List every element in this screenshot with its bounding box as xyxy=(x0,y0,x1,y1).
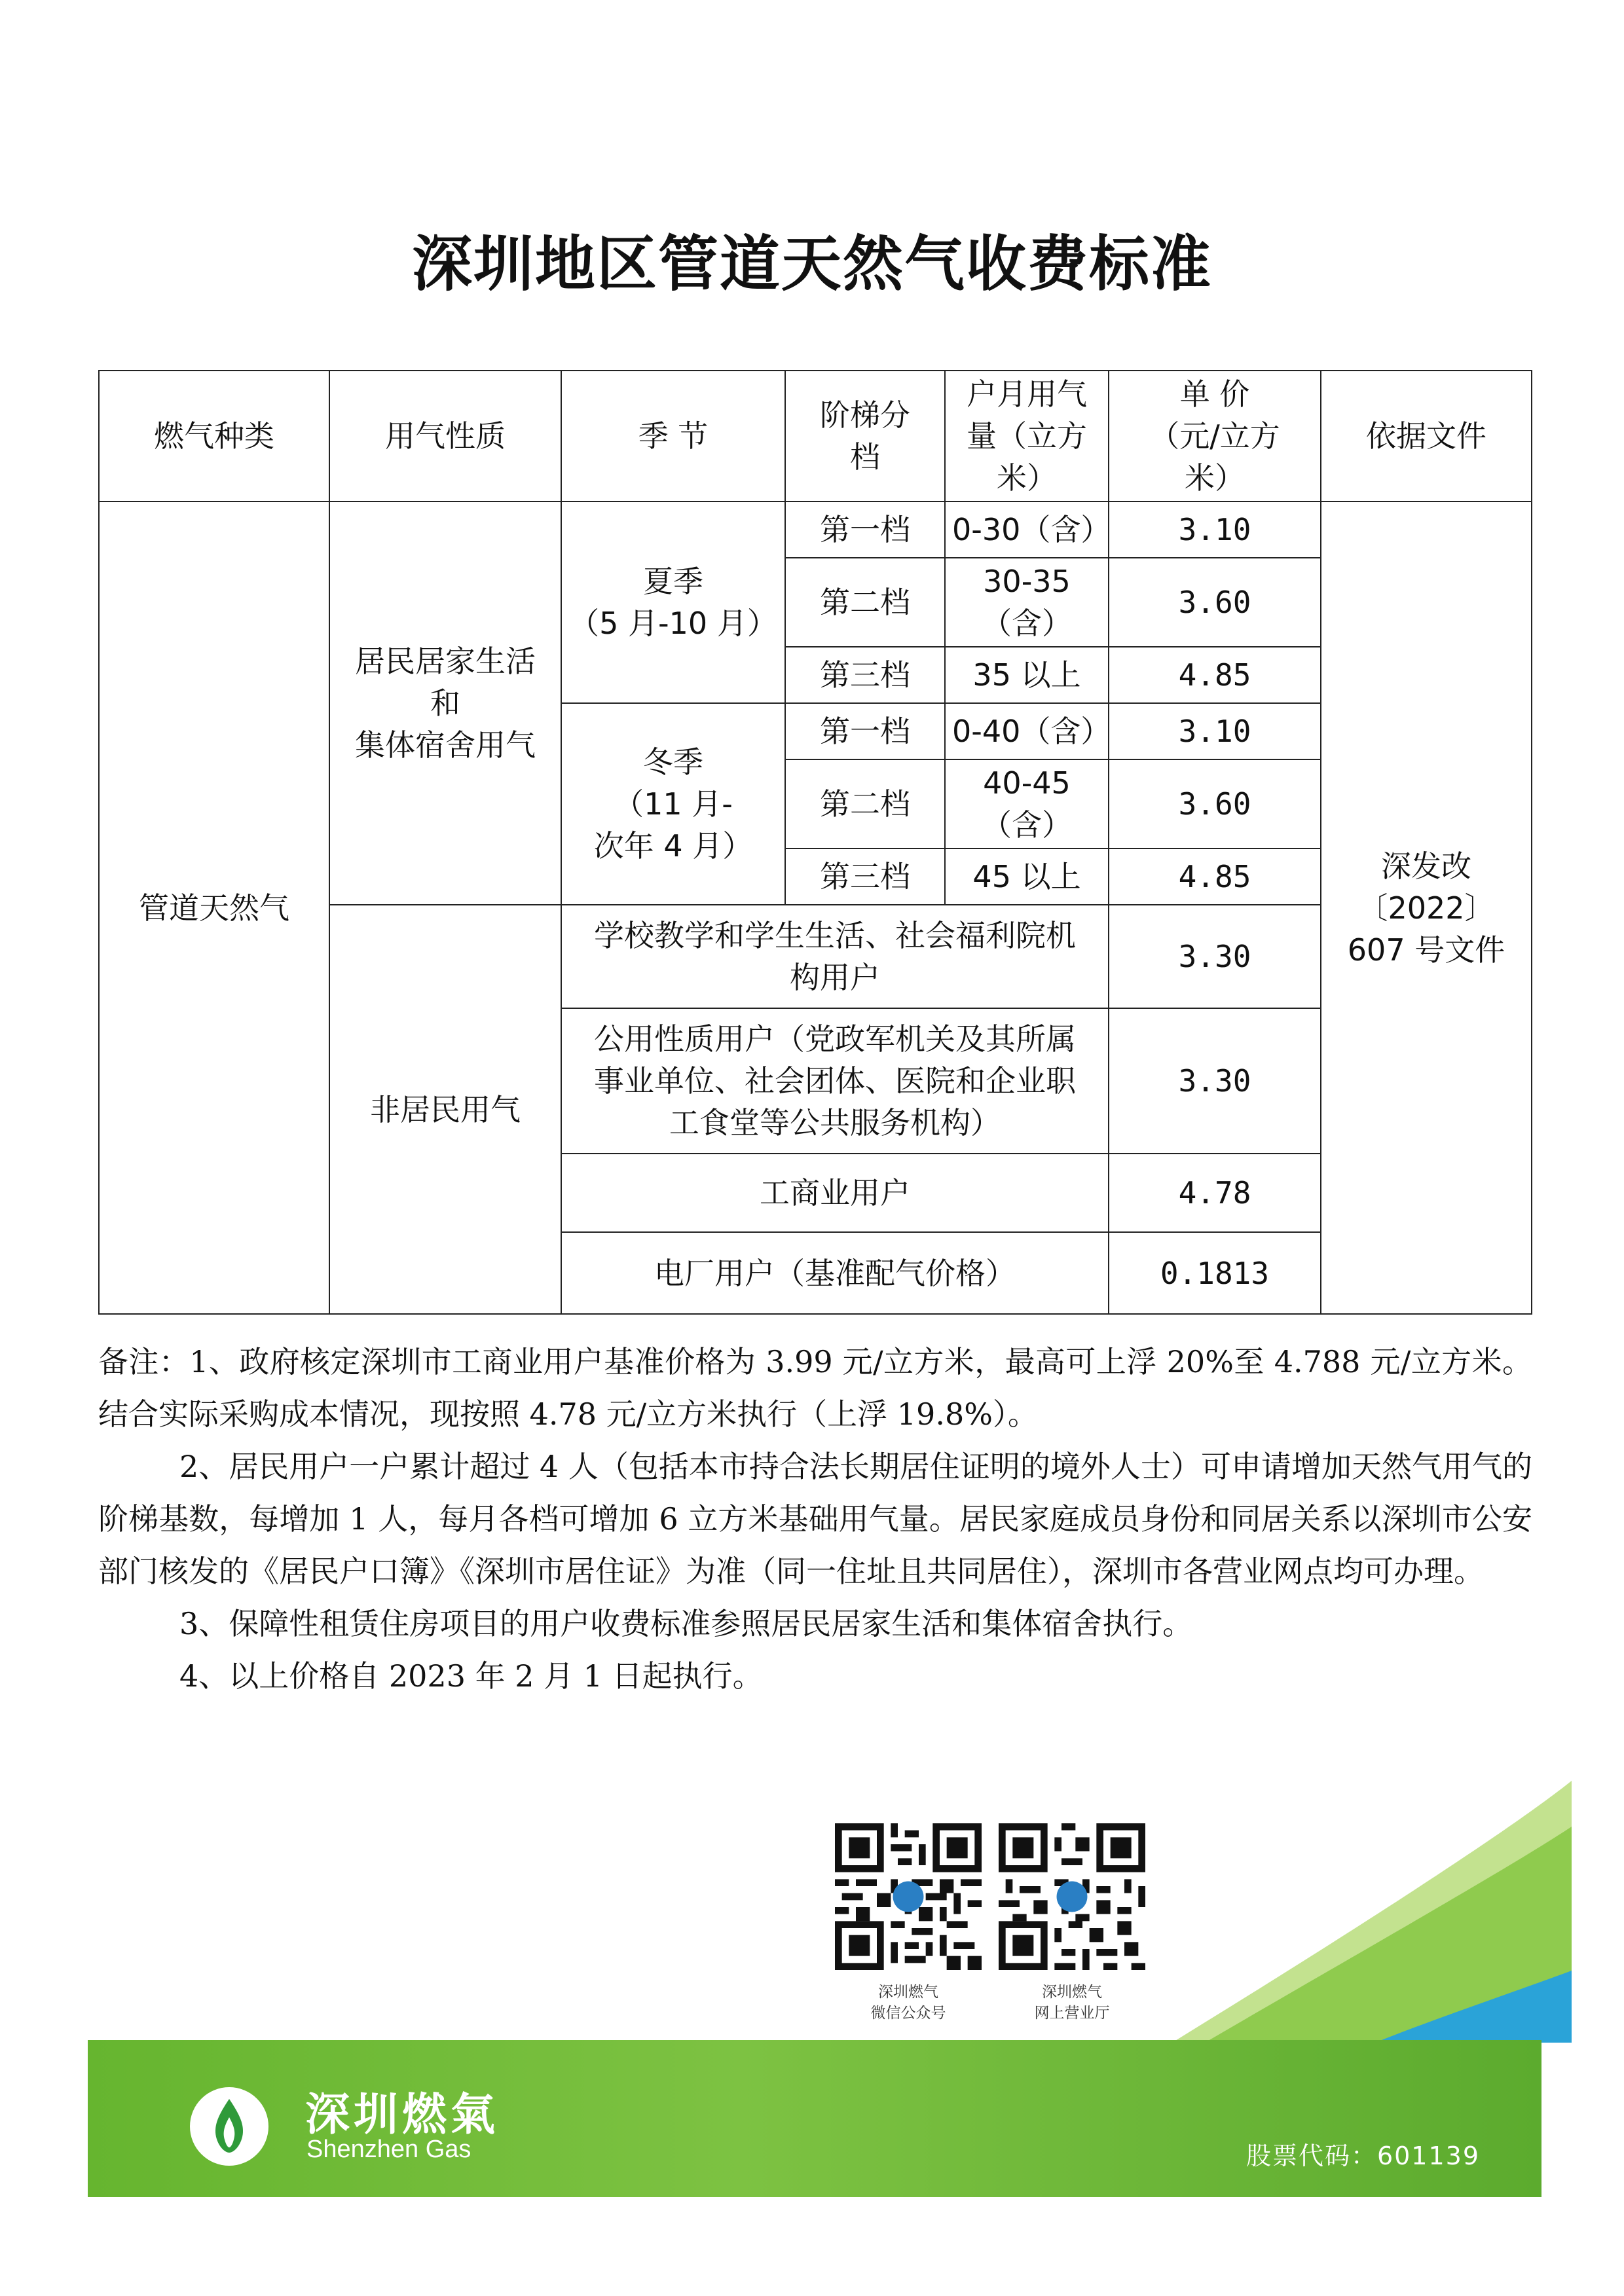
note-3: 3、保障性租赁住房项目的用户收费标准参照居民居家生活和集体宿舍执行。 xyxy=(179,1606,1193,1641)
tier-cell: 第一档 xyxy=(785,501,945,558)
price-cell: 3.60 xyxy=(1109,558,1321,647)
price-cell: 3.60 xyxy=(1109,759,1321,848)
qr-caption-line1: 深圳燃气 xyxy=(1042,1984,1102,2001)
price-cell: 3.30 xyxy=(1109,905,1321,1008)
green-swoosh-decoration xyxy=(0,1741,1624,2278)
page-title: 深圳地区管道天然气收费标准 xyxy=(411,228,1212,299)
flame-icon xyxy=(190,2087,268,2166)
non-resident-category-cell: 工商业用户 xyxy=(561,1154,1109,1232)
notes-section xyxy=(98,1336,1532,1702)
header-usage-type: 用气性质 xyxy=(329,371,561,501)
price-cell: 3.30 xyxy=(1109,1008,1321,1154)
header-basis-document: 依据文件 xyxy=(1321,371,1532,501)
brand-name-en: Shenzhen Gas xyxy=(306,2136,471,2163)
price-cell: 4.85 xyxy=(1109,647,1321,703)
volume-cell: 45 以上 xyxy=(945,848,1109,905)
header-monthly-volume: 户月用气 量（立方 米） xyxy=(945,371,1109,501)
tier-cell: 第二档 xyxy=(785,759,945,848)
qr-caption-line1: 深圳燃气 xyxy=(878,1984,938,2001)
qr-caption-line2: 微信公众号 xyxy=(870,2005,946,2022)
fee-table xyxy=(98,370,1532,1315)
non-resident-category-cell: 电厂用户（基准配气价格） xyxy=(561,1232,1109,1314)
volume-cell: 35 以上 xyxy=(945,647,1109,703)
price-cell: 4.78 xyxy=(1109,1154,1321,1232)
price-cell: 0.1813 xyxy=(1109,1232,1321,1314)
price-cell: 3.10 xyxy=(1109,501,1321,558)
resident-usage-cell: 居民居家生活 和 集体宿舍用气 xyxy=(329,501,561,905)
non-resident-category-cell: 公用性质用户（党政军机关及其所属 事业单位、社会团体、医院和企业职 工食堂等公共服务机构） xyxy=(561,1008,1109,1154)
gas-type-cell: 管道天然气 xyxy=(99,501,329,1314)
tier-cell: 第二档 xyxy=(785,558,945,647)
stock-code: 股票代码：601139 xyxy=(1246,2141,1480,2170)
tier-cell: 第三档 xyxy=(785,647,945,703)
brand-logo xyxy=(190,2087,268,2166)
tier-cell: 第一档 xyxy=(785,703,945,759)
header-gas-type: 燃气种类 xyxy=(99,371,329,501)
volume-cell: 40-45 （含） xyxy=(945,759,1109,848)
summer-season-cell: 夏季 （5 月-10 月） xyxy=(561,501,785,703)
qr-code-online-hall[interactable] xyxy=(997,1823,1147,2024)
brand-name-cn: 深圳燃氣 xyxy=(305,2089,500,2141)
qr-caption-line2: 网上营业厅 xyxy=(1034,2005,1110,2022)
note-2: 2、居民用户一户累计超过 4 人（包括本市持合法长期居住证明的境外人士）可申请增加天然气用气的阶梯基数，每增加 1 人，每月各档可增加 6 立方米基础用气量。居民家庭成员身份和同居关系以深圳市公安部门核发的《居民户口簿》《深圳市居住证》为准（同一住址且共同居住），深圳市各营业网点均可办理。 xyxy=(98,1449,1532,1589)
winter-season-cell: 冬季 （11 月- 次年 4 月） xyxy=(561,703,785,905)
basis-document-cell: 深发改 〔2022〕 607 号文件 xyxy=(1321,501,1532,1314)
header-unit-price: 单 价 （元/立方 米） xyxy=(1109,371,1321,501)
tier-cell: 第三档 xyxy=(785,848,945,905)
volume-cell: 0-30（含） xyxy=(945,501,1109,558)
qr-code-icon xyxy=(835,1823,982,1970)
qr-code-wechat[interactable] xyxy=(833,1823,984,2024)
note-1: 备注：1、政府核定深圳市工商业用户基准价格为 3.99 元/立方米，最高可上浮 20%至 4.788 元/立方米。结合实际采购成本情况，现按照 4.78 元/立方米执行（上浮 19.8%）。 xyxy=(98,1344,1532,1432)
qr-code-icon xyxy=(999,1823,1145,1970)
table-row xyxy=(99,501,1532,558)
non-resident-category-cell: 学校教学和学生生活、社会福利院机 构用户 xyxy=(561,905,1109,1008)
header-tier: 阶梯分 档 xyxy=(785,371,945,501)
note-4: 4、以上价格自 2023 年 2 月 1 日起执行。 xyxy=(179,1658,763,1694)
header-season: 季 节 xyxy=(561,371,785,501)
table-header-row xyxy=(99,371,1532,501)
volume-cell: 0-40（含） xyxy=(945,703,1109,759)
price-cell: 4.85 xyxy=(1109,848,1321,905)
non-resident-usage-cell: 非居民用气 xyxy=(329,905,561,1314)
volume-cell: 30-35 （含） xyxy=(945,558,1109,647)
price-cell: 3.10 xyxy=(1109,703,1321,759)
